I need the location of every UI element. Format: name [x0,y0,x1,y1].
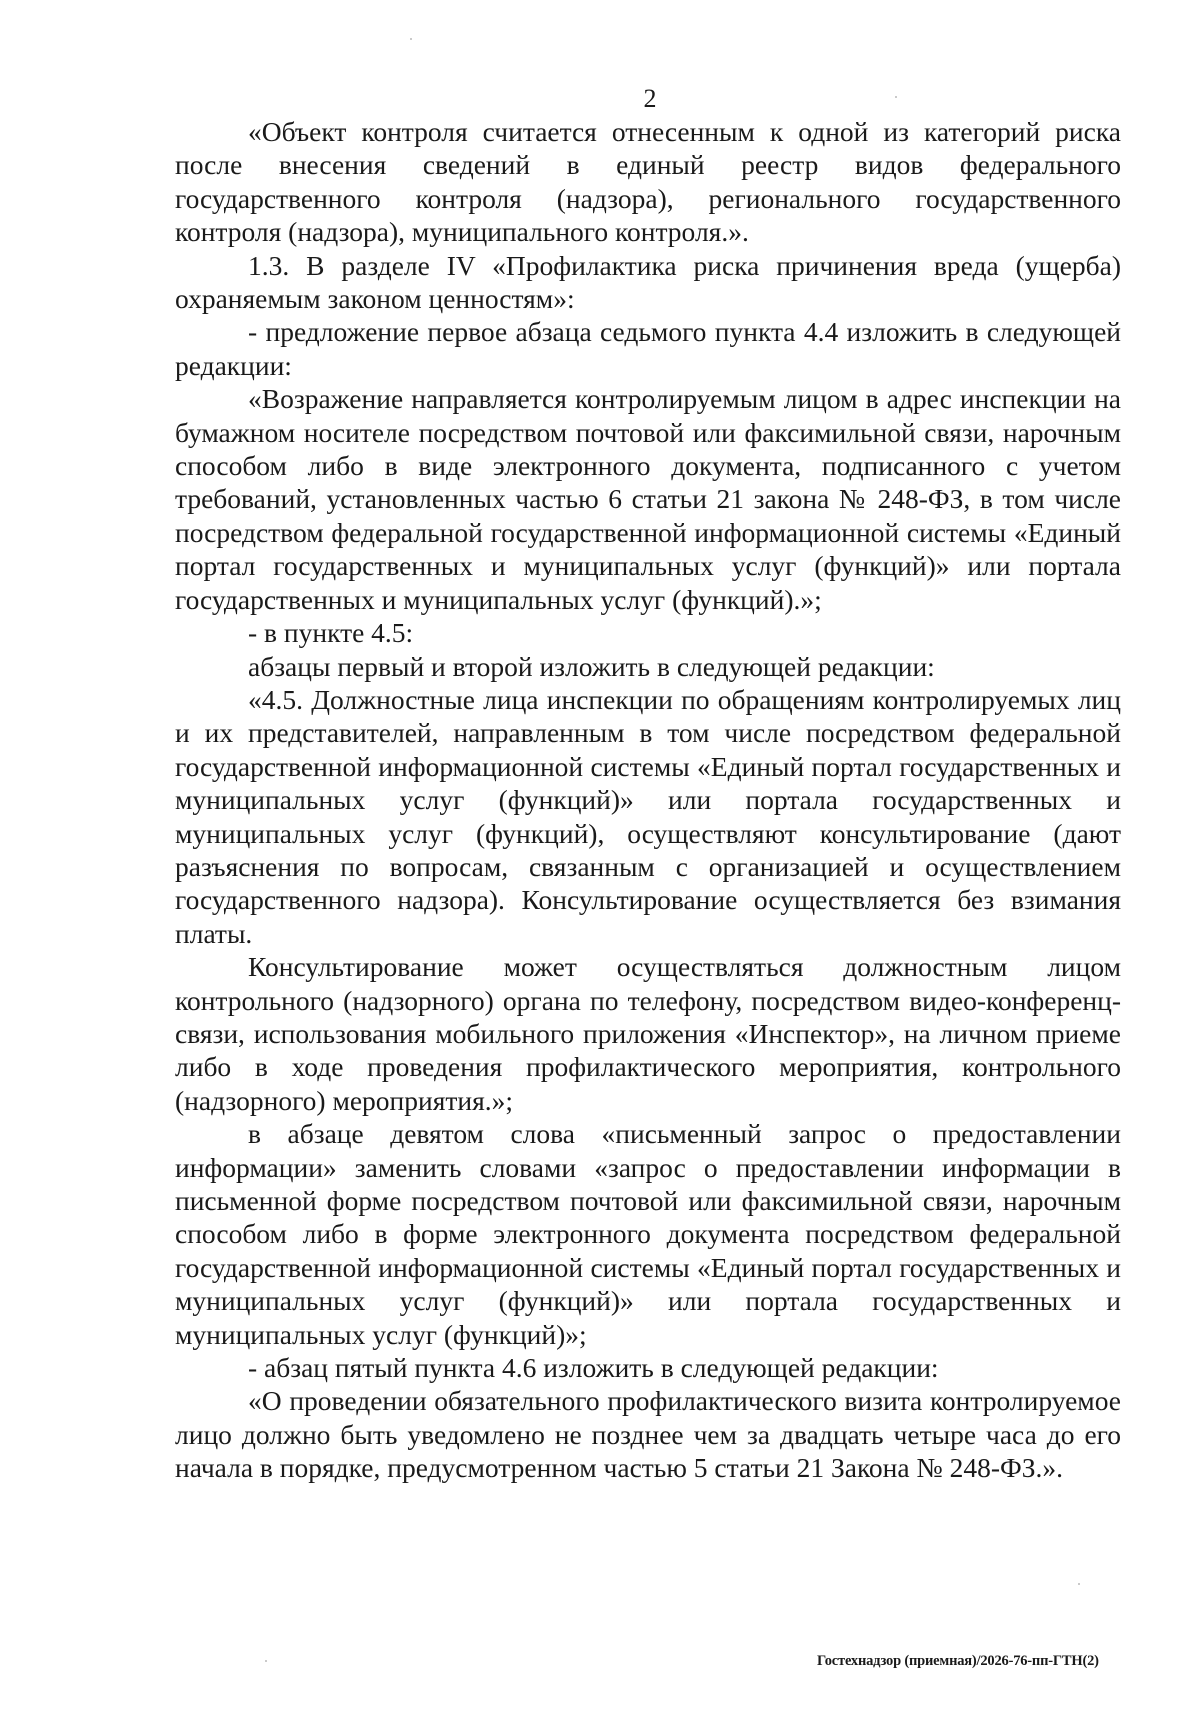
scan-speck [1078,1583,1080,1585]
paragraph-consulting: Консультирование может осуществляться должностным лицом контрольного (надзорного) органа по телефону, посредством видео-конференц-связи, использования мобильного приложения «Инспектор», на личном приеме либо в ходе проведения профилактического мероприятия, контрольного (надзорного) мероприятия.»; [175,951,1121,1116]
paragraph-first-second: абзацы первый и второй изложить в следующей редакции: [248,650,935,682]
scan-speck [410,38,412,40]
paragraph-item-4-6: - абзац пятый пункта 4.6 изложить в следующей редакции: [248,1352,939,1384]
paragraph-ninth: в абзаце девятом слова «письменный запрос о предоставлении информации» заменить словами «запрос о предоставлении информации в письменной форме посредством почтовой или факсимильной связи, нарочным способом либо в форме электронного документа посредством федеральной государственной информационной системы «Единый портал государственных и муниципальных услуг (функций)» или портала государственных и муниципальных услуг (функций)»; [175,1118,1121,1350]
paragraph-risk-category: «Объект контроля считается отнесенным к одной из категорий риска после внесения сведений в единый реестр видов федерального государственного контроля (надзора), регионального государственного контроля (надзора), муниципального контроля.». [175,116,1121,248]
paragraph-item-4-4: - предложение первое абзаца седьмого пункта 4.4 изложить в следующей редакции: [175,316,1121,381]
paragraph-mandatory-visit: «О проведении обязательного профилактического визита контролируемое лицо должно быть уведомлено не позднее чем за двадцать четыре часа до его начала в порядке, предусмотренном частью 5 статьи 21 Закона № 248-ФЗ.». [175,1385,1121,1484]
scan-speck [265,1660,267,1662]
paragraph-section-iv: 1.3. В разделе IV «Профилактика риска причинения вреда (ущерба) охраняемым законом ценностям»: [175,249,1121,315]
document-body [175,115,1121,1485]
paragraph-objection: «Возражение направляется контролируемым лицом в адрес инспекции на бумажном носителе посредством почтовой или факсимильной связи, нарочным способом либо в виде электронного документа, подписанного с учетом требований, установленных частью 6 статьи 21 закона № 248-ФЗ, в том числе посредством федеральной государственной информационной системы «Единый портал государственных и муниципальных услуг (функций)» или портала государственных и муниципальных услуг (функций).»; [175,383,1121,615]
paragraph-4-5-officials: «4.5. Должностные лица инспекции по обращениям контролируемых лиц и их представителей, направленным в том числе посредством федеральной государственной информационной системы «Единый портал государственных и муниципальных услуг (функций)» или портала государственных и муниципальных услуг (функций), осуществляют консультирование (дают разъяснения по вопросам, связанным с организацией и осуществлением государственного надзора). Консультирование осуществляется без взимания платы. [175,683,1121,949]
document-footer: Гостехнадзор (приемная)/2026-76-пп-ГТН(2) [817,1653,1099,1669]
page-number: 2 [643,84,657,113]
paragraph-item-4-5: - в пункте 4.5: [248,617,414,649]
